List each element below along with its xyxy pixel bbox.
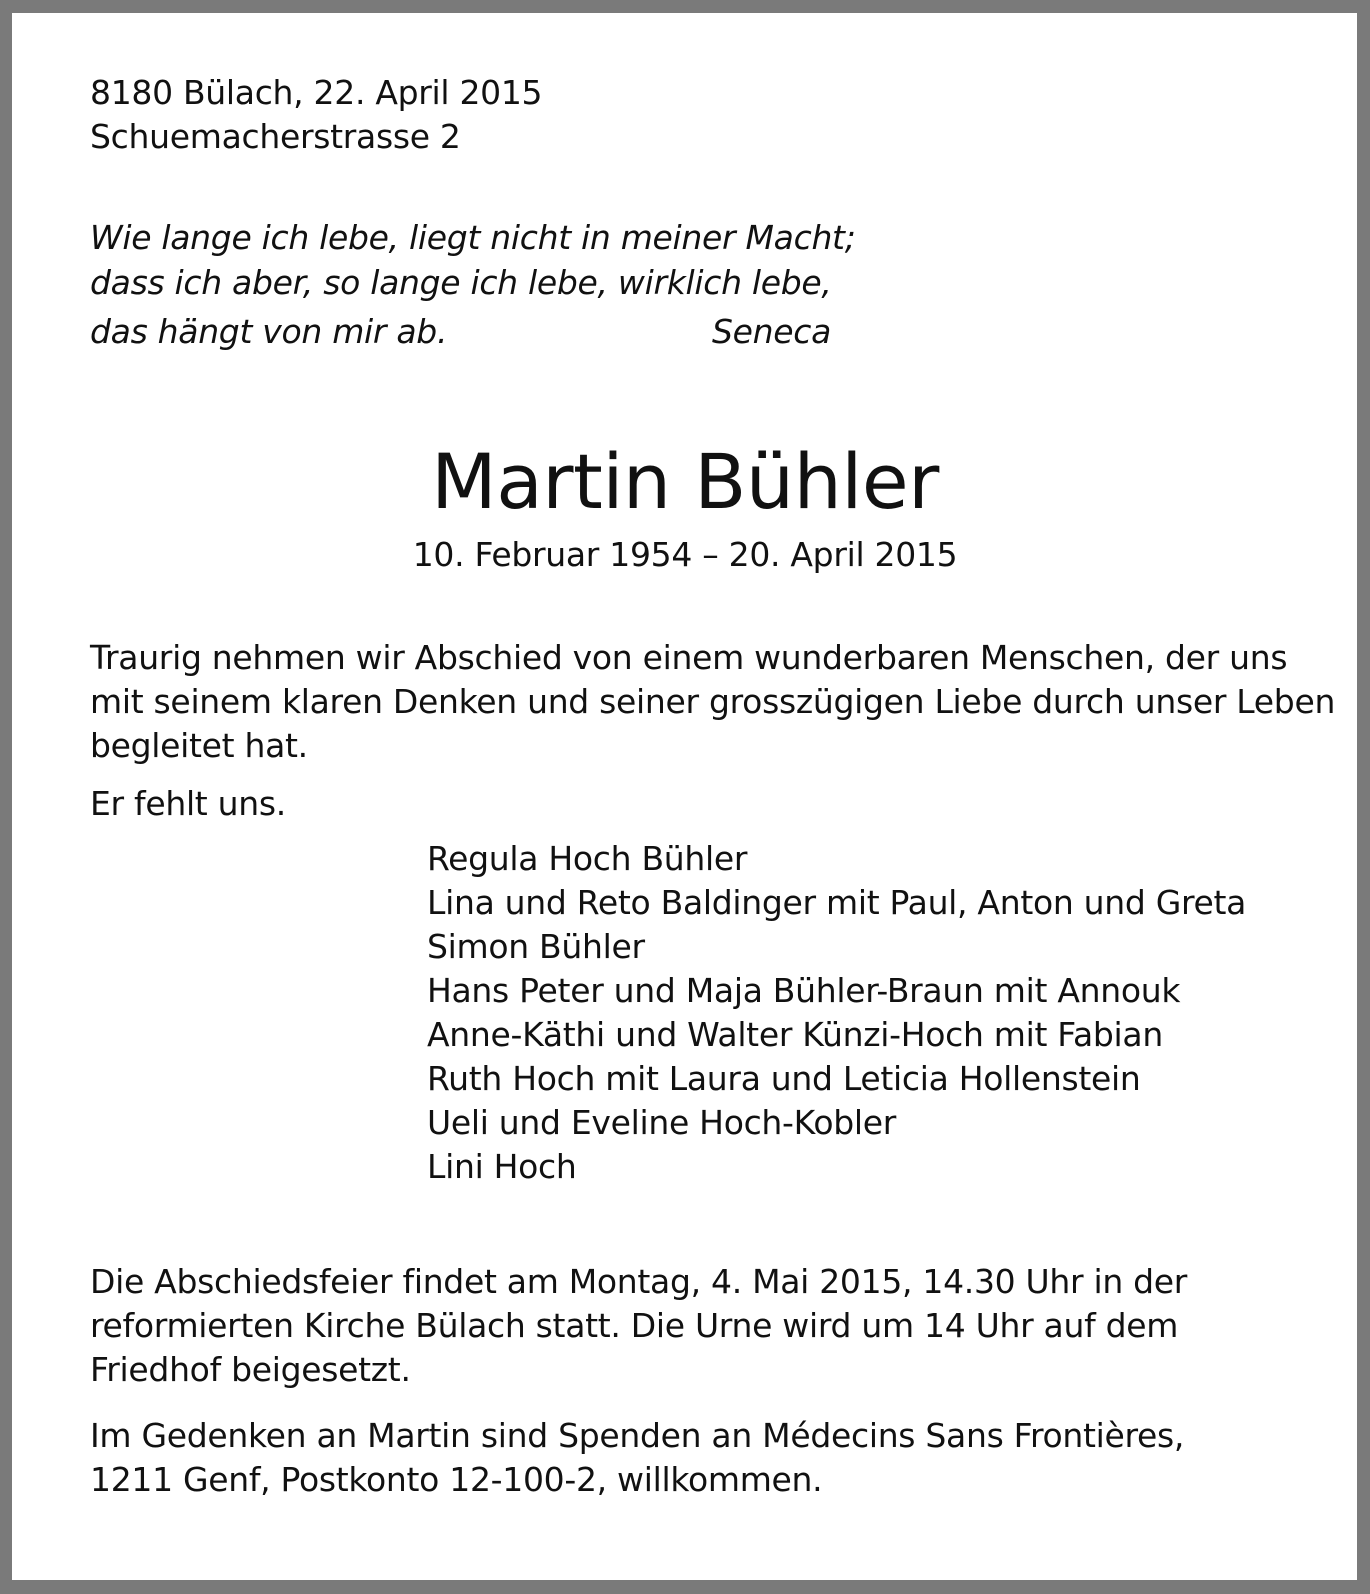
deceased-dates: 10. Februar 1954 – 20. April 2015 [412,535,958,574]
street-address: Schuemacherstrasse 2 [90,117,461,156]
message-line-3: begleitet hat. [90,726,308,765]
quote-line-3: das hängt von mir ab. [90,312,448,351]
donation-line-2: 1211 Genf, Postkonto 12-100-2, willkommen. [90,1460,823,1499]
mourner: Lini Hoch [427,1147,577,1186]
quote-line-1: Wie lange ich lebe, liegt nicht in meiner Macht; [90,218,856,257]
mourner: Hans Peter und Maja Bühler-Braun mit Annouk [427,971,1181,1010]
message-line-2: mit seinem klaren Denken und seiner grosszügigen Liebe durch unser Leben [90,682,1336,721]
mourner: Ruth Hoch mit Laura und Leticia Hollenstein [427,1059,1141,1098]
mourner: Anne-Käthi und Walter Künzi-Hoch mit Fabian [427,1015,1163,1054]
mourner: Regula Hoch Bühler [427,839,748,878]
place-date: 8180 Bülach, 22. April 2015 [90,73,543,112]
mourner: Simon Bühler [427,927,645,966]
quote-line-2: dass ich aber, so lange ich lebe, wirklich lebe, [90,263,832,302]
message-closing: Er fehlt uns. [90,784,286,823]
ceremony-line-2: reformierten Kirche Bülach statt. Die Urne wird um 14 Uhr auf dem [90,1306,1179,1345]
mourner: Ueli und Eveline Hoch-Kobler [427,1103,897,1142]
donation-line-1: Im Gedenken an Martin sind Spenden an Médecins Sans Frontières, [90,1416,1185,1455]
quote-author: Seneca [712,312,832,351]
deceased-name: Martin Bühler [431,437,939,526]
ceremony-line-1: Die Abschiedsfeier findet am Montag, 4. Mai 2015, 14.30 Uhr in der [90,1262,1188,1301]
ceremony-line-3: Friedhof beigesetzt. [90,1350,411,1389]
mourner: Lina und Reto Baldinger mit Paul, Anton und Greta [427,883,1247,922]
message-line-1: Traurig nehmen wir Abschied von einem wunderbaren Menschen, der uns [90,638,1288,677]
